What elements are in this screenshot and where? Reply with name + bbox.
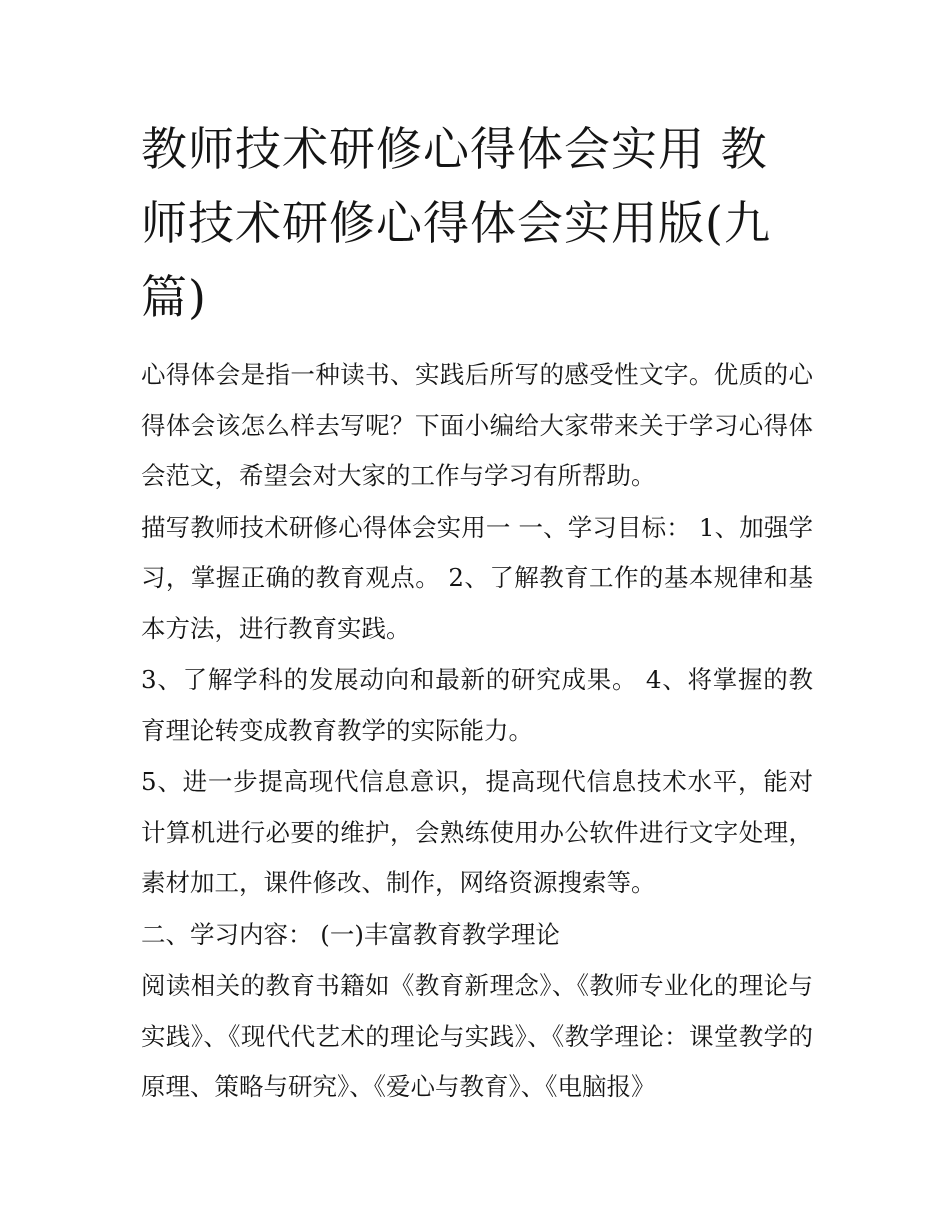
paragraph-goals: 描写教师技术研修心得体会实用一 一、学习目标： 1、加强学习，掌握正确的教育观点。 2、了解教育工作的基本规律和基本方法，进行教育实践。 [141,512,813,643]
document-body [141,112,813,1114]
paragraph-content-heading: 二、学习内容： (一)丰富教育教学理论 [141,919,560,949]
document-title: 教师技术研修心得体会实用 教师技术研修心得体会实用版(九篇) [141,122,771,324]
paragraph-goal-five: 5、进一步提高现代信息意识，提高现代信息技术水平，能对计算机进行必要的维护，会熟练使用办公软件进行文字处理，素材加工，课件修改、制作，网络资源搜索等。 [141,767,813,897]
paragraph-intro: 心得体会是指一种读书、实践后所写的感受性文字。优质的心得体会该怎么样去写呢？下面小编给大家带来关于学习心得体会范文，希望会对大家的工作与学习有所帮助。 [141,360,813,490]
paragraph-list [141,350,813,1113]
paragraph-goals-cont: 3、了解学科的发展动向和最新的研究成果。 4、将掌握的教育理论转变成教育教学的实际能力。 [141,665,813,745]
paragraph-reading-list: 阅读相关的教育书籍如《教育新理念》、《教师专业化的理论与实践》、《现代代艺术的理论与实践》、《教学理论：课堂教学的原理、策略与研究》、《爱心与教育》、《电脑报》 [141,971,813,1101]
